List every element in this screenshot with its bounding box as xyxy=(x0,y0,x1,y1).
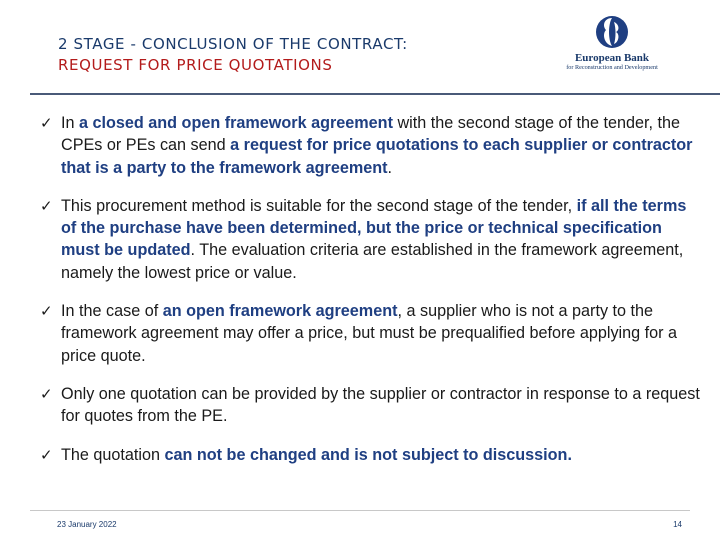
checkmark-icon: ✓ xyxy=(40,445,53,464)
bullet-item xyxy=(40,112,700,179)
bullet-text: This procurement method is suitable for the second stage of the tender, xyxy=(61,196,577,215)
footer-divider xyxy=(30,510,690,511)
bullet-item xyxy=(40,195,700,284)
bullet-text: . The evaluation criteria are established in the framework agreement, namely the lowest price or value. xyxy=(61,241,684,282)
slide-title xyxy=(58,34,408,76)
bullet-text: Only one quotation can be provided by the supplier or contractor in response to a request for quotes from the PE. xyxy=(61,384,700,426)
header-divider xyxy=(30,93,720,95)
footer-date: 23 January 2022 xyxy=(57,520,117,529)
ebrd-logo-icon xyxy=(592,14,632,50)
bullet-item xyxy=(40,383,700,428)
bullet-text: , a supplier who is not a party to the framework agreement may offer a price, but must be prequalified before applying for a price quote. xyxy=(61,302,678,365)
page-number: 14 xyxy=(673,520,682,529)
ebrd-logo xyxy=(552,14,672,78)
bullet-highlight-text: can not be changed and is not subject to discussion. xyxy=(164,445,572,464)
checkmark-icon: ✓ xyxy=(40,302,53,321)
checkmark-icon: ✓ xyxy=(40,196,53,215)
bullet-item xyxy=(40,444,700,466)
bullet-highlight-text: if all the terms of the purchase have been determined, but the price or technical specification must be updated xyxy=(61,196,687,260)
bullet-text: . xyxy=(387,158,393,177)
checkmark-icon: ✓ xyxy=(40,384,53,403)
bullet-text: In xyxy=(61,114,79,132)
bullet-highlight-text: a request for price quotations to each supplier or contractor that is a party to the framework agreement xyxy=(61,136,693,177)
bullet-list xyxy=(40,112,700,482)
logo-subtitle: for Reconstruction and Development xyxy=(566,64,658,71)
title-line-1: 2 STAGE - CONCLUSION OF THE CONTRACT: xyxy=(58,35,408,53)
bullet-highlight-text: an open framework agreement xyxy=(162,302,398,321)
bullet-text: The quotation xyxy=(61,445,165,464)
checkmark-icon: ✓ xyxy=(40,114,53,132)
logo-name: European Bank xyxy=(574,52,650,64)
bullet-text: with the second stage of the tender, the CPEs or PEs can send xyxy=(61,114,681,155)
bullet-highlight-text: a closed and open framework agreement xyxy=(79,114,393,132)
title-line-2: REQUEST FOR PRICE QUOTATIONS xyxy=(58,56,333,74)
bullet-text: In the case of xyxy=(61,302,163,321)
bullet-item xyxy=(40,300,700,367)
